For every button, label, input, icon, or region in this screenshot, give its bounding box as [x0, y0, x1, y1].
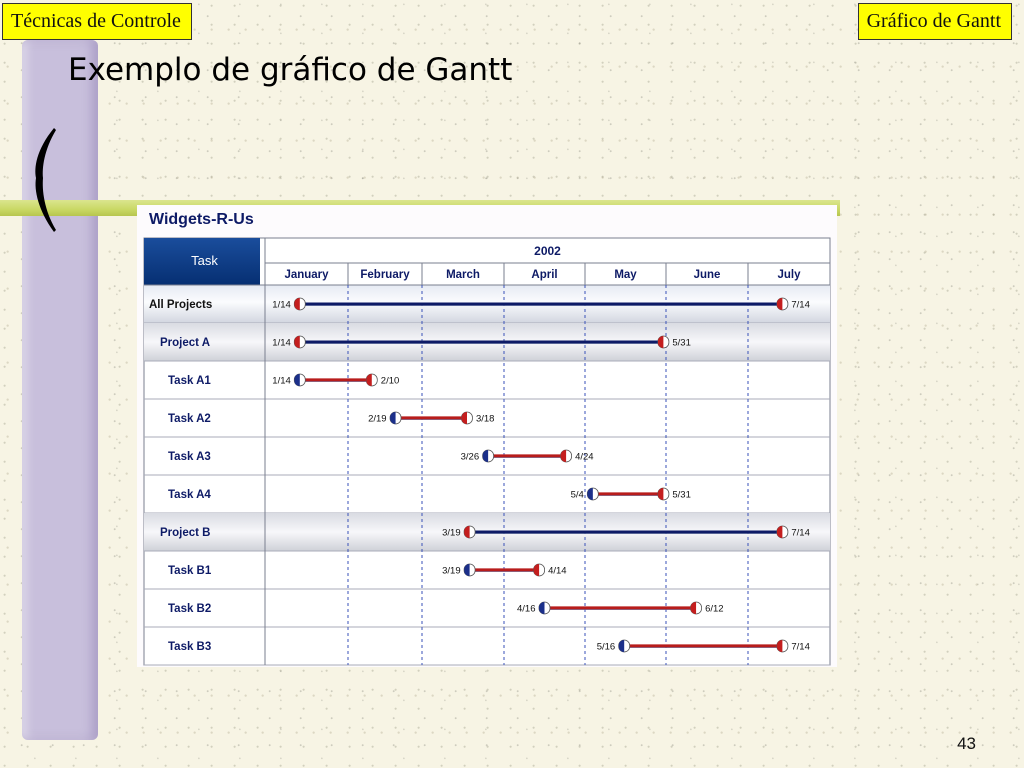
start-marker	[539, 602, 550, 614]
bracket-ornament	[32, 128, 58, 232]
task-label: Task A3	[168, 451, 211, 463]
end-date-label: 4/14	[548, 565, 567, 577]
start-date-label: 4/16	[517, 603, 536, 615]
slide-title: Exemplo de gráfico de Gantt	[68, 52, 513, 88]
month-label: January	[284, 269, 329, 281]
task-label: Task A2	[168, 413, 211, 425]
start-date-label: 2/19	[368, 413, 387, 425]
month-label: April	[531, 269, 558, 281]
start-date-label: 3/19	[442, 527, 461, 539]
task-label: Task A1	[168, 375, 211, 387]
task-label: Task A4	[168, 489, 211, 501]
start-marker	[294, 374, 305, 386]
end-date-label: 3/18	[475, 413, 495, 425]
start-marker	[390, 412, 401, 424]
start-date-label: 3/26	[460, 451, 480, 463]
end-date-label: 5/31	[672, 489, 691, 501]
month-label: February	[360, 269, 410, 281]
end-marker	[658, 488, 669, 500]
start-marker	[619, 640, 630, 652]
year-label: 2002	[534, 244, 561, 258]
end-marker	[658, 336, 669, 348]
month-label: May	[614, 269, 637, 281]
end-date-label: 7/14	[791, 641, 810, 653]
start-marker	[587, 488, 598, 500]
end-date-label: 6/12	[705, 603, 724, 615]
end-date-label: 5/31	[672, 337, 691, 349]
task-label: All Projects	[149, 299, 213, 311]
end-marker	[534, 564, 545, 576]
end-date-label: 7/14	[791, 527, 810, 539]
task-label: Task B3	[168, 641, 212, 653]
start-date-label: 1/14	[272, 299, 291, 311]
month-label: March	[446, 269, 480, 281]
gantt-chart	[137, 205, 837, 667]
topic-tag: Gráfico de Gantt	[858, 3, 1012, 40]
gantt-chart-panel	[137, 205, 837, 667]
month-label: June	[693, 269, 721, 281]
end-date-label: 2/10	[380, 375, 400, 387]
end-marker	[366, 374, 377, 386]
start-marker	[464, 564, 475, 576]
task-label: Project A	[160, 337, 211, 349]
end-marker	[561, 450, 572, 462]
end-marker	[777, 640, 788, 652]
end-marker	[777, 526, 788, 538]
task-label: Task B1	[168, 565, 212, 577]
start-date-label: 5/4	[570, 489, 584, 501]
end-marker	[777, 298, 788, 310]
start-date-label: 1/14	[272, 375, 291, 387]
end-marker	[461, 412, 472, 424]
start-marker	[483, 450, 494, 462]
start-marker	[294, 336, 305, 348]
start-marker	[464, 526, 475, 538]
start-date-label: 5/16	[596, 641, 616, 653]
page-number: 43	[957, 734, 976, 753]
chart-title: Widgets-R-Us	[149, 211, 254, 228]
start-marker	[294, 298, 305, 310]
end-marker	[691, 602, 702, 614]
section-tag: Técnicas de Controle	[2, 3, 192, 40]
start-date-label: 3/19	[442, 565, 461, 577]
task-label: Task B2	[168, 603, 212, 615]
month-label: July	[777, 269, 801, 281]
end-date-label: 4/24	[575, 451, 594, 463]
task-header-label: Task	[191, 253, 218, 268]
start-date-label: 1/14	[272, 337, 291, 349]
end-date-label: 7/14	[791, 299, 810, 311]
task-label: Project B	[160, 527, 211, 539]
